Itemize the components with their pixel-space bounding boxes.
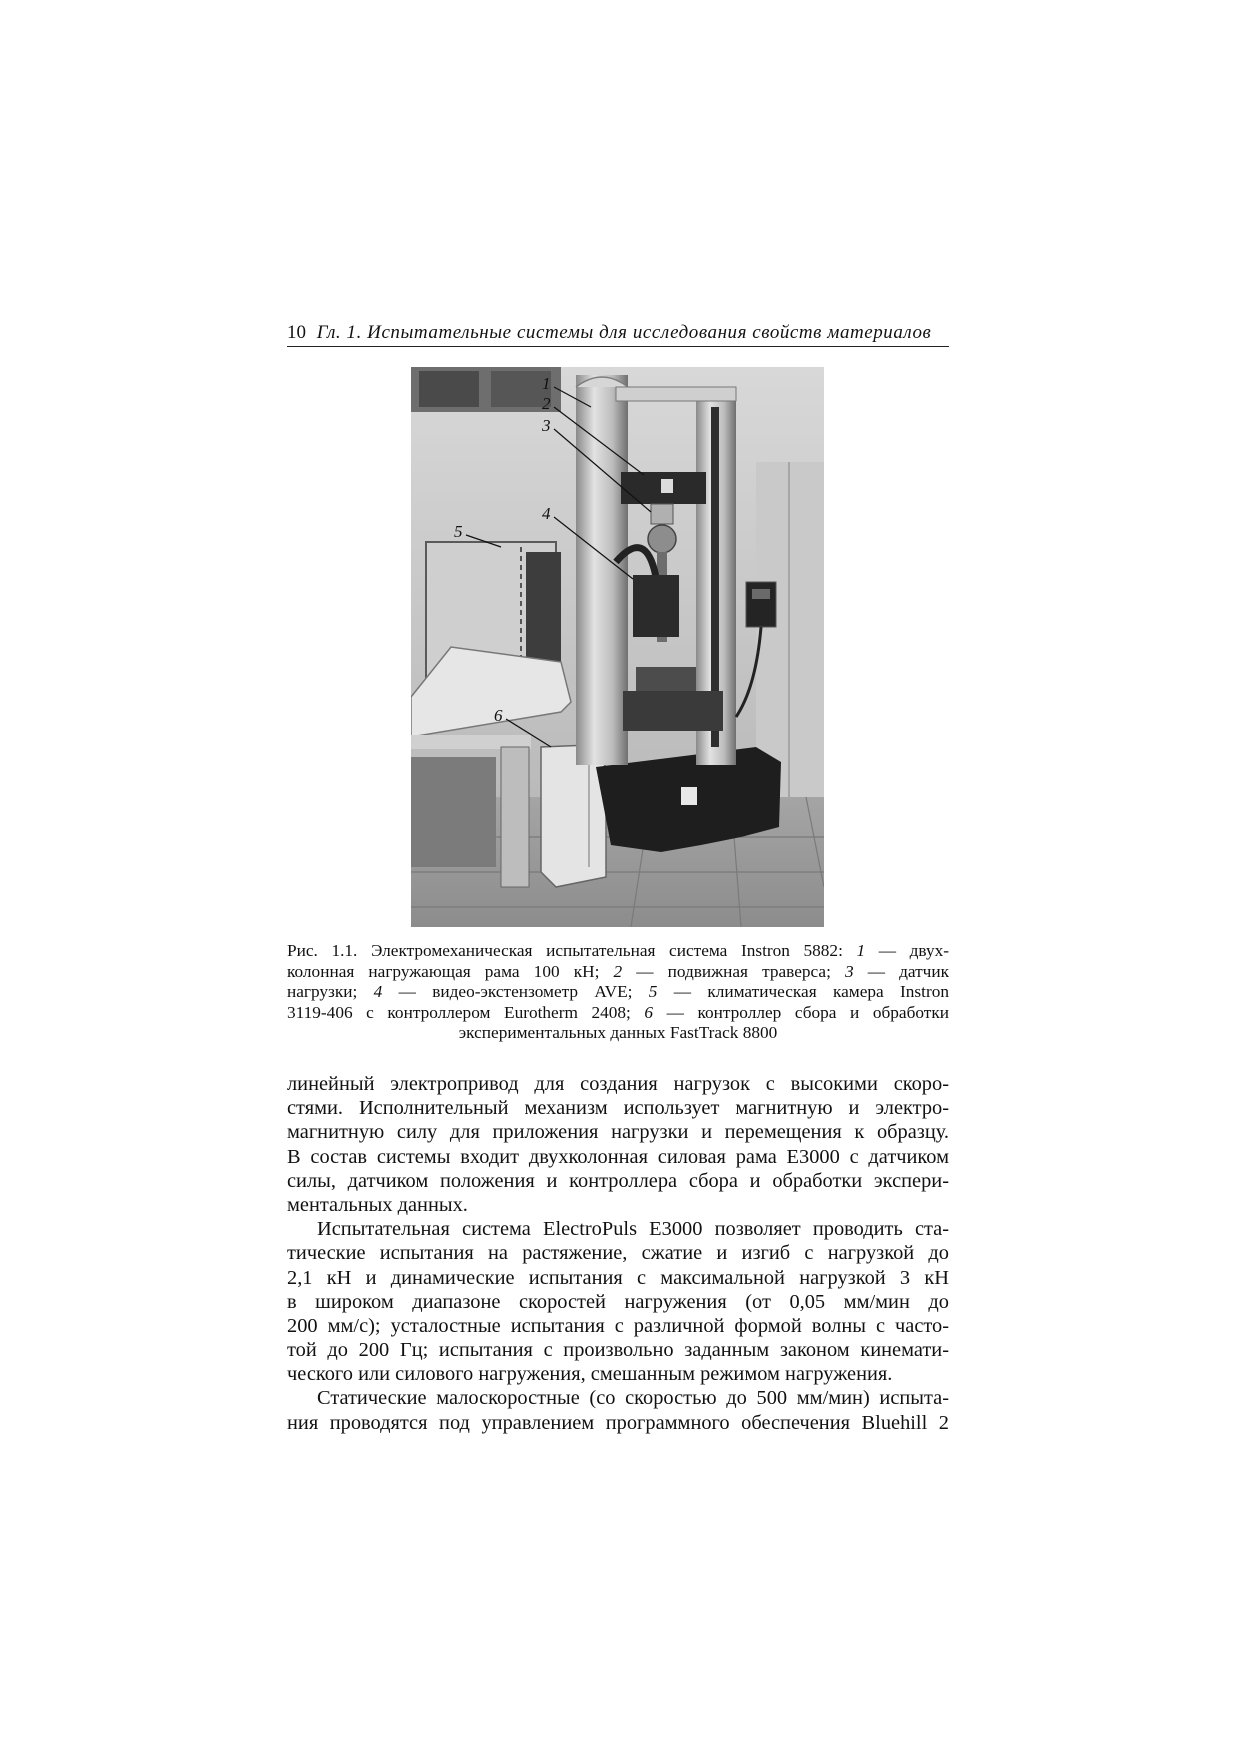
body-line: ческого или силового нагружения, смешанным режимом нагружения. (287, 1363, 893, 1386)
frame-column-left (576, 375, 628, 765)
caption-item-number: 2 (613, 961, 623, 981)
callout-5: 5 (454, 522, 463, 541)
caption-line (287, 962, 949, 983)
load-cell (651, 504, 673, 524)
figure-caption (287, 941, 949, 1044)
body-line: силы, датчиком положения и контроллера сбора и обработки экспери- (287, 1169, 949, 1192)
caption-text: — датчик (853, 961, 949, 981)
caption-line (287, 1023, 949, 1044)
caption-line (287, 941, 949, 962)
window-pane (419, 371, 479, 407)
chamber-door (526, 552, 561, 672)
callout-6: 6 (494, 706, 503, 725)
caption-text: — видео-экстензометр AVE; (382, 982, 649, 1001)
body-line: той до 200 Гц; испытания с произвольно заданным законом кинемати- (287, 1339, 949, 1362)
warning-label (681, 787, 697, 805)
caption-text: нагрузки; (287, 982, 374, 1001)
upper-grip (648, 525, 676, 553)
body-line: в широком диапазоне скоростей нагружения (от 0,05 мм/мин до (287, 1290, 949, 1313)
callout-2: 2 (542, 394, 551, 413)
body-line: В состав системы входит двухколонная силовая рама Е3000 с датчиком (287, 1145, 949, 1168)
caption-text: Рис. 1.1. Электромеханическая испытательная система Instron 5882: (287, 941, 857, 960)
body-line: стями. Исполнительный механизм использует магнитную и электро- (287, 1097, 949, 1120)
video-extensometer (633, 575, 679, 637)
desk-leg (501, 747, 529, 887)
figure-photo (411, 367, 824, 927)
control-pendant (746, 582, 776, 627)
running-title: Гл. 1. Испытательные системы для исследования свойств материалов (316, 322, 932, 343)
caption-item-number: 6 (644, 1002, 654, 1022)
testing-system-photo (411, 367, 824, 927)
caption-line (287, 1003, 949, 1024)
pendant-display (752, 589, 770, 599)
lower-grip (636, 667, 696, 691)
caption-text: — контроллер сбора и обработки (653, 1002, 949, 1022)
caption-text: экспериментальных данных FastTrack 8800 (458, 1023, 778, 1042)
caption-item-number: 5 (648, 982, 658, 1001)
crosshead-label (661, 479, 673, 493)
caption-text: колонная нагружающая рама 100 кН; (287, 961, 614, 981)
body-line: тические испытания на растяжение, сжатие и изгиб с нагрузкой до (287, 1242, 949, 1265)
caption-text: — двух- (865, 941, 949, 960)
body-text (287, 1072, 949, 1435)
body-line: 200 мм/с); усталостные испытания с различной формой волны с часто- (287, 1314, 949, 1337)
caption-text: 3119-406 с контроллером Eurotherm 2408; (287, 1002, 645, 1022)
body-line: 2,1 кН и динамические испытания с максимальной нагрузкой 3 кН (287, 1266, 949, 1289)
body-line: ния проводятся под управлением программного обеспечения Bluehill 2 (287, 1411, 949, 1434)
running-header (287, 322, 949, 347)
caption-text: — климатическая камера Instron (657, 982, 949, 1001)
callout-3: 3 (542, 416, 551, 435)
caption-item-number: 3 (844, 961, 854, 981)
callout-1: 1 (542, 374, 551, 393)
caption-line (287, 982, 949, 1003)
body-line: ментальных данных. (287, 1193, 468, 1216)
desk-cabinet (411, 757, 496, 867)
caption-item-number: 4 (373, 982, 383, 1001)
page-number: 10 (287, 322, 306, 343)
fasttrack-controller (541, 745, 606, 887)
caption-text: — подвижная траверса; (622, 961, 845, 981)
top-crossbar (616, 387, 736, 401)
body-line: линейный электропривод для создания нагрузок с высокими скоро- (287, 1073, 949, 1095)
body-line: магнитную силу для приложения нагрузки и перемещения к образцу. (287, 1121, 949, 1144)
caption-item-number: 1 (856, 941, 866, 960)
callout-4: 4 (542, 504, 551, 523)
body-line: Статические малоскоростные (со скоростью до 500 мм/мин) испыта- (317, 1387, 949, 1410)
body-line: Испытательная система ElectroPuls E3000 позволяет проводить ста- (317, 1218, 949, 1241)
test-table (623, 691, 723, 731)
